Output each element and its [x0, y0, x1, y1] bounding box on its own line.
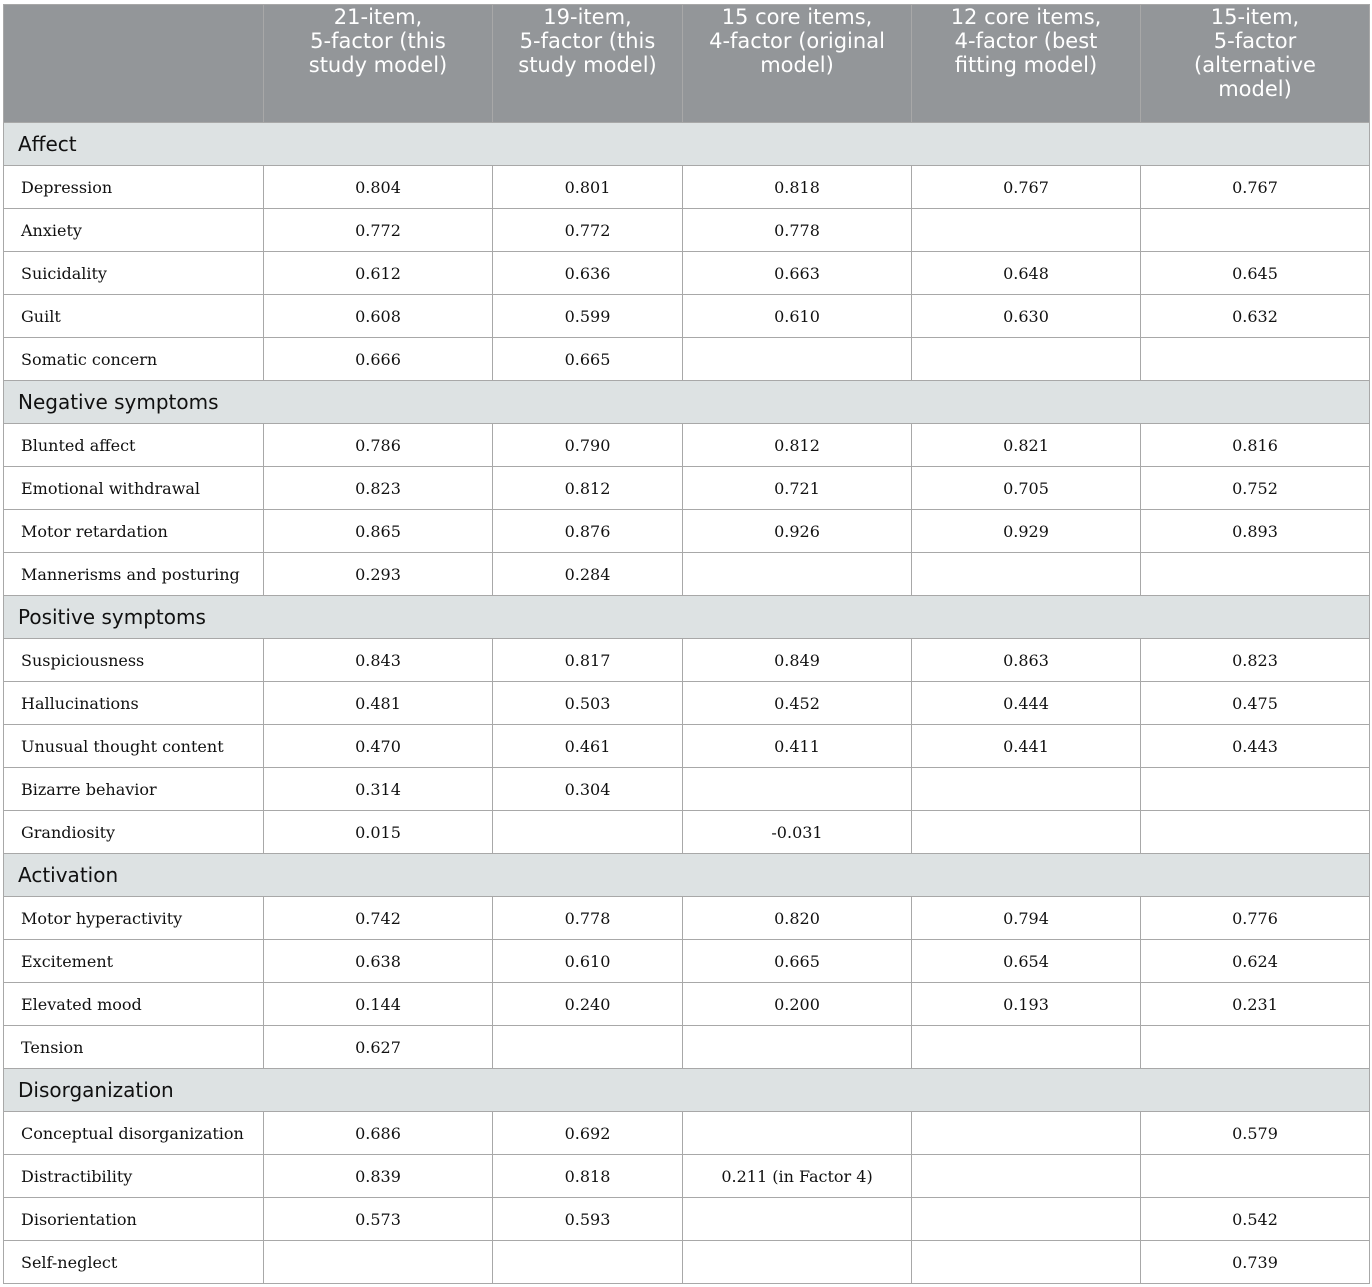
table-body	[4, 123, 1370, 1284]
value-cell	[912, 768, 1141, 811]
value-cell: 0.665	[683, 940, 912, 983]
value-cell: 0.818	[683, 166, 912, 209]
table-row	[4, 510, 1370, 553]
value-cell: 0.929	[912, 510, 1141, 553]
table-row	[4, 338, 1370, 381]
table-row	[4, 209, 1370, 252]
section-title: Activation	[4, 854, 1370, 897]
value-cell: 0.692	[493, 1112, 683, 1155]
value-cell: 0.015	[264, 811, 493, 854]
value-cell: 0.818	[493, 1155, 683, 1198]
value-cell	[683, 1026, 912, 1069]
value-cell	[912, 209, 1141, 252]
section-title: Positive symptoms	[4, 596, 1370, 639]
table-row	[4, 1026, 1370, 1069]
table-row	[4, 940, 1370, 983]
row-label: Suicidality	[4, 252, 264, 295]
value-cell: 0.240	[493, 983, 683, 1026]
table-row	[4, 424, 1370, 467]
value-cell: 0.794	[912, 897, 1141, 940]
value-cell: 0.481	[264, 682, 493, 725]
value-cell	[493, 1026, 683, 1069]
value-cell: 0.790	[493, 424, 683, 467]
value-cell: 0.627	[264, 1026, 493, 1069]
value-cell	[1141, 338, 1370, 381]
value-cell: 0.624	[1141, 940, 1370, 983]
value-cell: 0.804	[264, 166, 493, 209]
table-row	[4, 166, 1370, 209]
row-label: Conceptual disorganization	[4, 1112, 264, 1155]
value-cell: 0.200	[683, 983, 912, 1026]
table-row	[4, 295, 1370, 338]
value-cell	[912, 1241, 1141, 1284]
value-cell: 0.542	[1141, 1198, 1370, 1241]
value-cell: 0.610	[493, 940, 683, 983]
value-cell	[1141, 768, 1370, 811]
value-cell	[912, 811, 1141, 854]
table-row	[4, 811, 1370, 854]
value-cell: 0.772	[493, 209, 683, 252]
row-label: Motor retardation	[4, 510, 264, 553]
value-cell: -0.031	[683, 811, 912, 854]
row-label: Hallucinations	[4, 682, 264, 725]
value-cell: 0.812	[493, 467, 683, 510]
value-cell: 0.470	[264, 725, 493, 768]
value-cell	[683, 338, 912, 381]
value-cell: 0.304	[493, 768, 683, 811]
row-label: Self-neglect	[4, 1241, 264, 1284]
value-cell	[912, 1198, 1141, 1241]
row-label: Distractibility	[4, 1155, 264, 1198]
value-cell: 0.503	[493, 682, 683, 725]
value-cell: 0.632	[1141, 295, 1370, 338]
value-cell	[683, 1198, 912, 1241]
row-label: Emotional withdrawal	[4, 467, 264, 510]
value-cell: 0.444	[912, 682, 1141, 725]
value-cell	[264, 1241, 493, 1284]
value-cell: 0.612	[264, 252, 493, 295]
value-cell	[683, 1241, 912, 1284]
value-cell	[1141, 1155, 1370, 1198]
table-row	[4, 1155, 1370, 1198]
row-label: Tension	[4, 1026, 264, 1069]
value-cell: 0.193	[912, 983, 1141, 1026]
value-cell: 0.665	[493, 338, 683, 381]
value-cell: 0.823	[1141, 639, 1370, 682]
value-cell	[912, 1112, 1141, 1155]
header-row	[4, 5, 1370, 123]
header-cell-19-item: 19-item, 5-factor (this study model)	[493, 5, 683, 123]
value-cell: 0.926	[683, 510, 912, 553]
section-row	[4, 123, 1370, 166]
value-cell: 0.705	[912, 467, 1141, 510]
row-label: Unusual thought content	[4, 725, 264, 768]
table-header	[4, 5, 1370, 123]
row-label: Blunted affect	[4, 424, 264, 467]
value-cell: 0.772	[264, 209, 493, 252]
value-cell: 0.610	[683, 295, 912, 338]
row-label: Grandiosity	[4, 811, 264, 854]
value-cell: 0.849	[683, 639, 912, 682]
value-cell: 0.284	[493, 553, 683, 596]
value-cell: 0.876	[493, 510, 683, 553]
value-cell: 0.742	[264, 897, 493, 940]
table-row	[4, 467, 1370, 510]
value-cell: 0.865	[264, 510, 493, 553]
value-cell: 0.475	[1141, 682, 1370, 725]
table-row	[4, 252, 1370, 295]
value-cell: 0.820	[683, 897, 912, 940]
value-cell	[683, 553, 912, 596]
value-cell: 0.654	[912, 940, 1141, 983]
value-cell: 0.752	[1141, 467, 1370, 510]
value-cell: 0.231	[1141, 983, 1370, 1026]
table-row	[4, 725, 1370, 768]
value-cell	[683, 768, 912, 811]
value-cell: 0.599	[493, 295, 683, 338]
value-cell	[1141, 553, 1370, 596]
value-cell	[493, 811, 683, 854]
value-cell: 0.776	[1141, 897, 1370, 940]
row-label: Anxiety	[4, 209, 264, 252]
section-title: Negative symptoms	[4, 381, 1370, 424]
row-label: Excitement	[4, 940, 264, 983]
header-cell-15-item-alt: 15-item, 5-factor (alternative model)	[1141, 5, 1370, 123]
value-cell: 0.863	[912, 639, 1141, 682]
section-row	[4, 596, 1370, 639]
value-cell: 0.767	[912, 166, 1141, 209]
value-cell: 0.630	[912, 295, 1141, 338]
row-label: Guilt	[4, 295, 264, 338]
header-cell-label	[4, 5, 264, 123]
value-cell	[1141, 811, 1370, 854]
value-cell	[912, 553, 1141, 596]
section-row	[4, 381, 1370, 424]
value-cell: 0.817	[493, 639, 683, 682]
value-cell: 0.645	[1141, 252, 1370, 295]
header-cell-21-item: 21-item, 5-factor (this study model)	[264, 5, 493, 123]
row-label: Somatic concern	[4, 338, 264, 381]
value-cell	[1141, 1026, 1370, 1069]
value-cell: 0.778	[683, 209, 912, 252]
value-cell: 0.893	[1141, 510, 1370, 553]
value-cell: 0.843	[264, 639, 493, 682]
section-title: Disorganization	[4, 1069, 1370, 1112]
row-label: Motor hyperactivity	[4, 897, 264, 940]
value-cell: 0.608	[264, 295, 493, 338]
value-cell: 0.767	[1141, 166, 1370, 209]
value-cell: 0.579	[1141, 1112, 1370, 1155]
value-cell	[1141, 209, 1370, 252]
row-label: Disorientation	[4, 1198, 264, 1241]
table-row	[4, 983, 1370, 1026]
value-cell: 0.593	[493, 1198, 683, 1241]
value-cell: 0.144	[264, 983, 493, 1026]
table-row	[4, 639, 1370, 682]
table-row	[4, 553, 1370, 596]
value-cell: 0.443	[1141, 725, 1370, 768]
value-cell: 0.721	[683, 467, 912, 510]
value-cell: 0.411	[683, 725, 912, 768]
value-cell	[493, 1241, 683, 1284]
row-label: Mannerisms and posturing	[4, 553, 264, 596]
row-label: Bizarre behavior	[4, 768, 264, 811]
value-cell: 0.686	[264, 1112, 493, 1155]
value-cell: 0.801	[493, 166, 683, 209]
value-cell: 0.461	[493, 725, 683, 768]
value-cell: 0.739	[1141, 1241, 1370, 1284]
table-row	[4, 768, 1370, 811]
value-cell: 0.636	[493, 252, 683, 295]
value-cell: 0.816	[1141, 424, 1370, 467]
value-cell: 0.452	[683, 682, 912, 725]
value-cell: 0.778	[493, 897, 683, 940]
value-cell: 0.211 (in Factor 4)	[683, 1155, 912, 1198]
value-cell: 0.573	[264, 1198, 493, 1241]
value-cell: 0.648	[912, 252, 1141, 295]
value-cell: 0.638	[264, 940, 493, 983]
value-cell: 0.314	[264, 768, 493, 811]
row-label: Suspiciousness	[4, 639, 264, 682]
value-cell	[912, 1026, 1141, 1069]
value-cell: 0.666	[264, 338, 493, 381]
table-row	[4, 1241, 1370, 1284]
table-row	[4, 682, 1370, 725]
value-cell: 0.821	[912, 424, 1141, 467]
section-row	[4, 1069, 1370, 1112]
row-label: Elevated mood	[4, 983, 264, 1026]
table-row	[4, 1198, 1370, 1241]
value-cell: 0.441	[912, 725, 1141, 768]
value-cell: 0.823	[264, 467, 493, 510]
table-row	[4, 1112, 1370, 1155]
section-row	[4, 854, 1370, 897]
value-cell	[683, 1112, 912, 1155]
value-cell: 0.812	[683, 424, 912, 467]
header-cell-15-core: 15 core items, 4-factor (original model)	[683, 5, 912, 123]
value-cell: 0.786	[264, 424, 493, 467]
row-label: Depression	[4, 166, 264, 209]
header-cell-12-core: 12 core items, 4-factor (best fitting model)	[912, 5, 1141, 123]
value-cell: 0.293	[264, 553, 493, 596]
section-title: Affect	[4, 123, 1370, 166]
factor-loadings-table	[3, 4, 1370, 1284]
value-cell	[912, 338, 1141, 381]
value-cell: 0.839	[264, 1155, 493, 1198]
value-cell: 0.663	[683, 252, 912, 295]
value-cell	[912, 1155, 1141, 1198]
table-row	[4, 897, 1370, 940]
